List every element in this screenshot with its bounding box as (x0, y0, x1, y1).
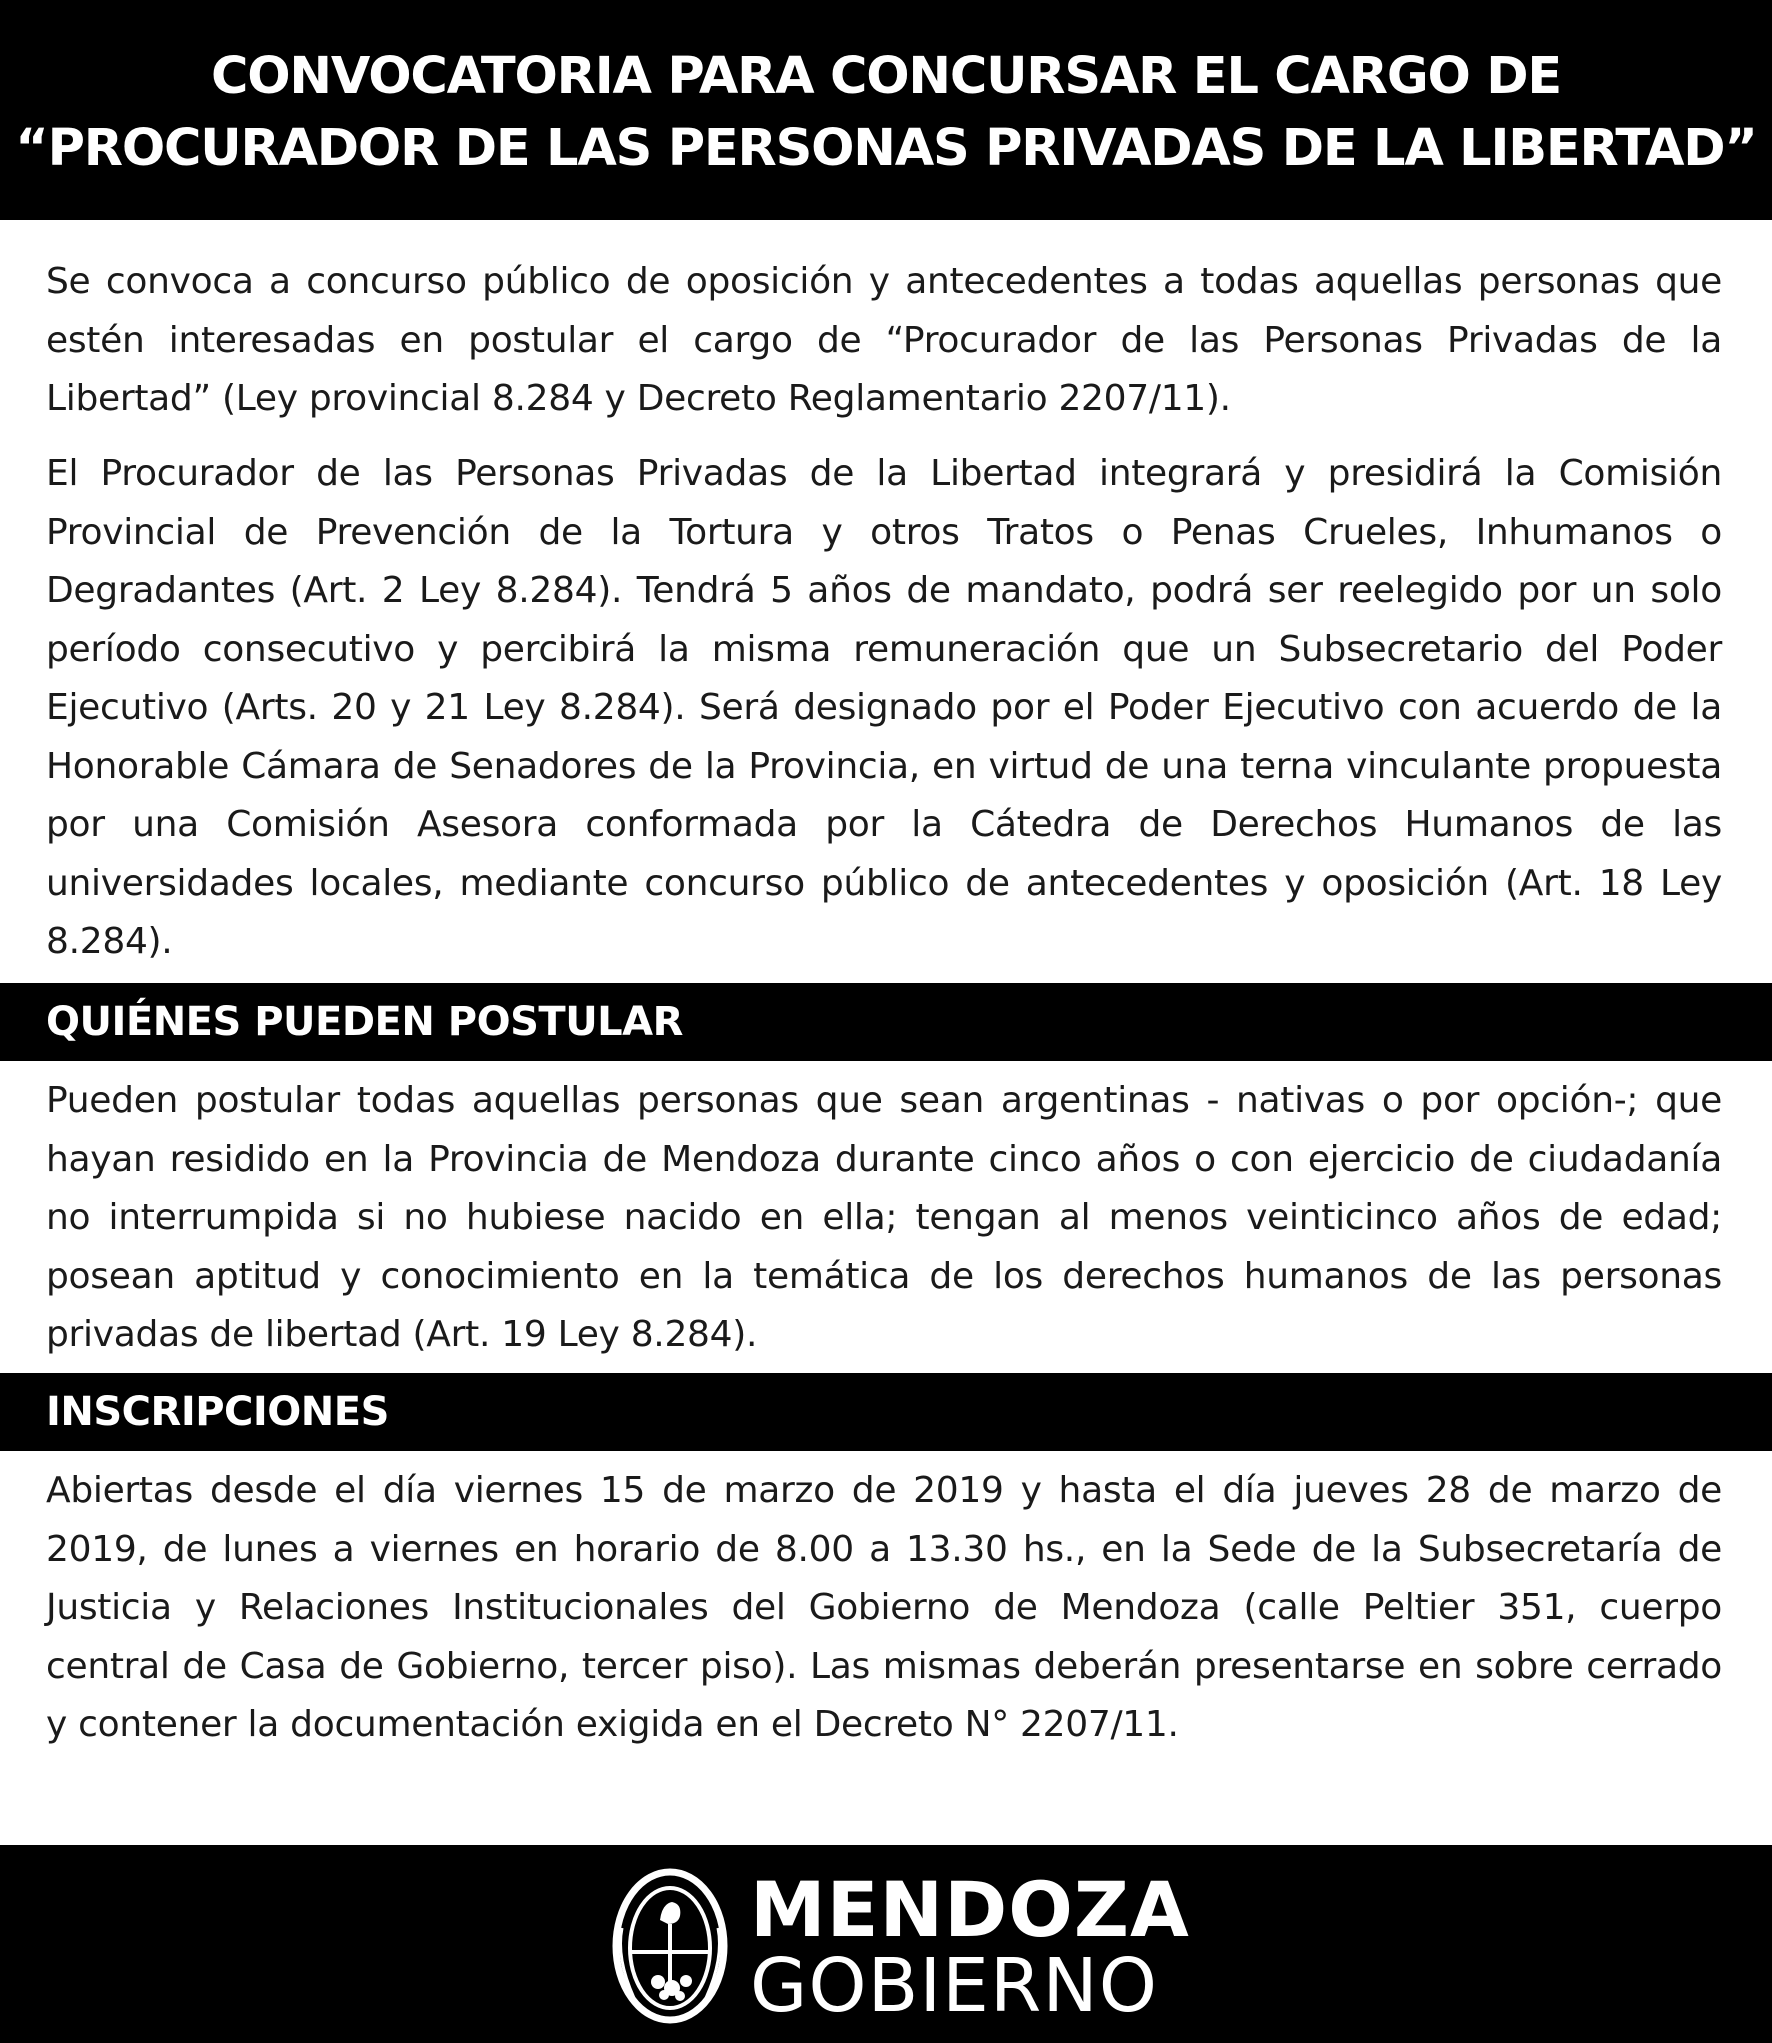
mendoza-seal-icon (612, 1868, 728, 2024)
section-quienes-title: QUIÉNES PUEDEN POSTULAR (46, 999, 683, 1045)
section-inscripciones-header (0, 1373, 1772, 1451)
section-quienes-header (0, 983, 1772, 1061)
quienes-paragraph: Pueden postular todas aquellas personas que sean argentinas - nativas o por opción-; que hayan residido en la Provincia de Mendoza durante cinco años o con ejercicio de ciudadanía no interrumpida si no hubiese nacido en ella; tengan al menos veinticinco años de edad; posean aptitud y conocimiento en la temática de los derechos humanos de las personas privadas de libertad (Art. 19 Ley 8.284). (46, 1080, 1722, 1355)
section-inscripciones-title: INSCRIPCIONES (46, 1389, 389, 1435)
title-banner (0, 0, 1772, 220)
title-line-2: “PROCURADOR DE LAS PERSONAS PRIVADAS DE LA LIBERTAD” (15, 119, 1757, 178)
inscripciones-paragraph: Abiertas desde el día viernes 15 de marzo de 2019 y hasta el día jueves 28 de marzo de 2019, de lunes a viernes en horario de 8.00 a 13.30 hs., en la Sede de la Subsecretaría de Justicia y Relaciones Institucionales del Gobierno de Mendoza (calle Peltier 351, cuerpo central de Casa de Gobierno, tercer piso). Las mismas deberán presentarse en sobre cerrado y contener la documentación exigida en el Decreto N° 2207/11. (46, 1470, 1722, 1745)
logo-gobierno-text: GOBIERNO (750, 1943, 1158, 2029)
logo-mendoza-text: MENDOZA (750, 1865, 1190, 1954)
title-line-1: CONVOCATORIA PARA CONCURSAR EL CARGO DE (210, 47, 1562, 106)
intro-paragraph-2: El Procurador de las Personas Privadas de la Libertad integrará y presidirá la Comisión Provincial de Prevención de la Tortura y otros Tratos o Penas Crueles, Inhumanos o Degradantes (Art. 2 Ley 8.284). Tendrá 5 años de mandato, podrá ser reelegido por un solo período consecutivo y percibirá la misma remuneración que un Subsecretario del Poder Ejecutivo (Arts. 20 y 21 Ley 8.284). Será designado por el Poder Ejecutivo con acuerdo de la Honorable Cámara de Senadores de la Provincia, en virtud de una terna vinculante propuesta por una Comisión Asesora conformada por la Cátedra de Derechos Humanos de las universidades locales, mediante concurso público de antecedentes y oposición (Art. 18 Ley 8.284). (46, 453, 1722, 962)
intro-paragraph-1: Se convoca a concurso público de oposición y antecedentes a todas aquellas personas que estén interesadas en postular el cargo de “Procurador de las Personas Privadas de la Libertad” (Ley provincial 8.284 y Decreto Reglamentario 2207/11). (46, 261, 1722, 419)
